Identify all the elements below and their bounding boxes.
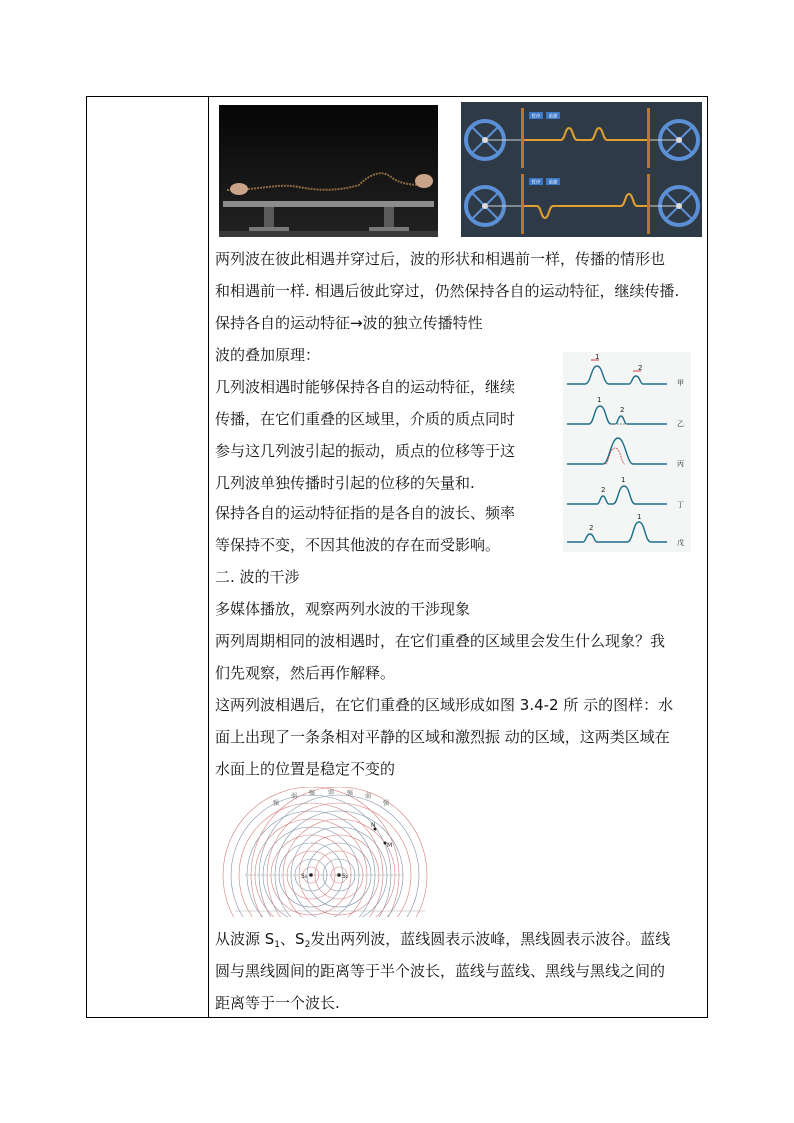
wave-label: 1 <box>637 513 642 521</box>
wave-label: 2 <box>638 364 643 372</box>
source-label: S₂ <box>342 873 349 880</box>
wave-label: 1 <box>621 476 626 484</box>
point-label: N <box>371 822 376 829</box>
paragraph-line: 两列波在彼此相遇并穿过后，波的形状和相遇前一样，传播的情形也 <box>215 250 666 268</box>
row-label: 丙 <box>677 460 684 468</box>
wave-label: 2 <box>589 524 594 532</box>
point-label: M <box>387 842 393 849</box>
paragraph-line: 传播，在它们重叠的区域里，介质的质点同时 <box>215 410 516 428</box>
paragraph-line: 多媒体播放，观察两列水波的干涉现象 <box>215 600 471 618</box>
paragraph-line: 几列波单独传播时引起的位移的矢量和. <box>215 474 475 492</box>
wave-label: 2 <box>620 406 625 414</box>
wave-label: 1 <box>597 396 602 404</box>
row-label: 甲 <box>677 379 684 387</box>
paragraph-line: 圆与黑线圆间的距离等于半个波长，蓝线与蓝线、黑线与黑线之间的 <box>215 962 666 980</box>
replay-button-bottom[interactable]: 重播 <box>548 180 558 186</box>
region-label: 强 <box>347 790 354 797</box>
section-title: 二. 波的干涉 <box>215 568 300 586</box>
row-label: 丁 <box>677 501 684 509</box>
wave-label: 2 <box>601 486 606 494</box>
paragraph-line: 参与这几列波引起的振动，质点的位移等于这 <box>215 442 516 460</box>
paragraph-line: 水面上的位置是稳定不变的 <box>215 760 396 778</box>
row-label: 戊 <box>677 539 684 547</box>
region-label: 强 <box>309 790 316 797</box>
paragraph-line: 保持各自的运动特征指的是各自的波长、频率 <box>215 504 516 522</box>
pause-button-bottom[interactable]: 暂停 <box>531 180 541 186</box>
wave-animation-panel <box>461 102 702 237</box>
paragraph-line: 保持各自的运动特征→波的独立传播特性 <box>215 314 483 332</box>
superposition-title: 波的叠加原理： <box>215 346 321 364</box>
source-label: S₁ <box>301 873 308 880</box>
region-label: 弱 <box>365 793 372 800</box>
region-label: 强 <box>383 800 390 807</box>
paragraph-line: 等保持不变，不因其他波的存在而受影响。 <box>215 536 501 554</box>
paragraph-line: 距离等于一个波长. <box>215 994 340 1012</box>
interference-figure <box>215 787 435 917</box>
row-label: 乙 <box>677 420 684 428</box>
paragraph-line: 和相遇前一样. 相遇后彼此穿过，仍然保持各自的运动特征，继续传播. <box>215 282 680 300</box>
lesson-table <box>86 96 708 1018</box>
paragraph-line: 两列周期相同的波相遇时，在它们重叠的区域里会发生什么现象？我 <box>215 632 666 650</box>
paragraph-line: 几列波相遇时能够保持各自的运动特征，继续 <box>215 378 516 396</box>
paragraph-line: 这两列波相遇后，在它们重叠的区域形成如图 3.4-2 所 示的图样：水 <box>215 696 674 714</box>
region-label: 弱 <box>328 789 335 796</box>
superposition-figure <box>563 352 691 552</box>
paragraph-line: 从波源 $S_1$、$S_2$发出两列波，蓝线圆表示波峰，黑线圆表示波谷。蓝线 <box>215 930 671 950</box>
region-label: 弱 <box>291 793 298 800</box>
paragraph-line: 面上出现了一条条相对平静的区域和激烈振 动的区域，这两类区域在 <box>215 728 670 746</box>
column-divider <box>208 97 209 1017</box>
paragraph-line: 们先观察，然后再作解释。 <box>215 664 396 682</box>
wave-label: 1 <box>595 353 600 361</box>
region-label: 强 <box>273 800 280 807</box>
pause-button-top[interactable]: 暂停 <box>531 114 541 120</box>
rope-demo-photo <box>219 105 438 237</box>
replay-button-top[interactable]: 重播 <box>548 114 558 120</box>
